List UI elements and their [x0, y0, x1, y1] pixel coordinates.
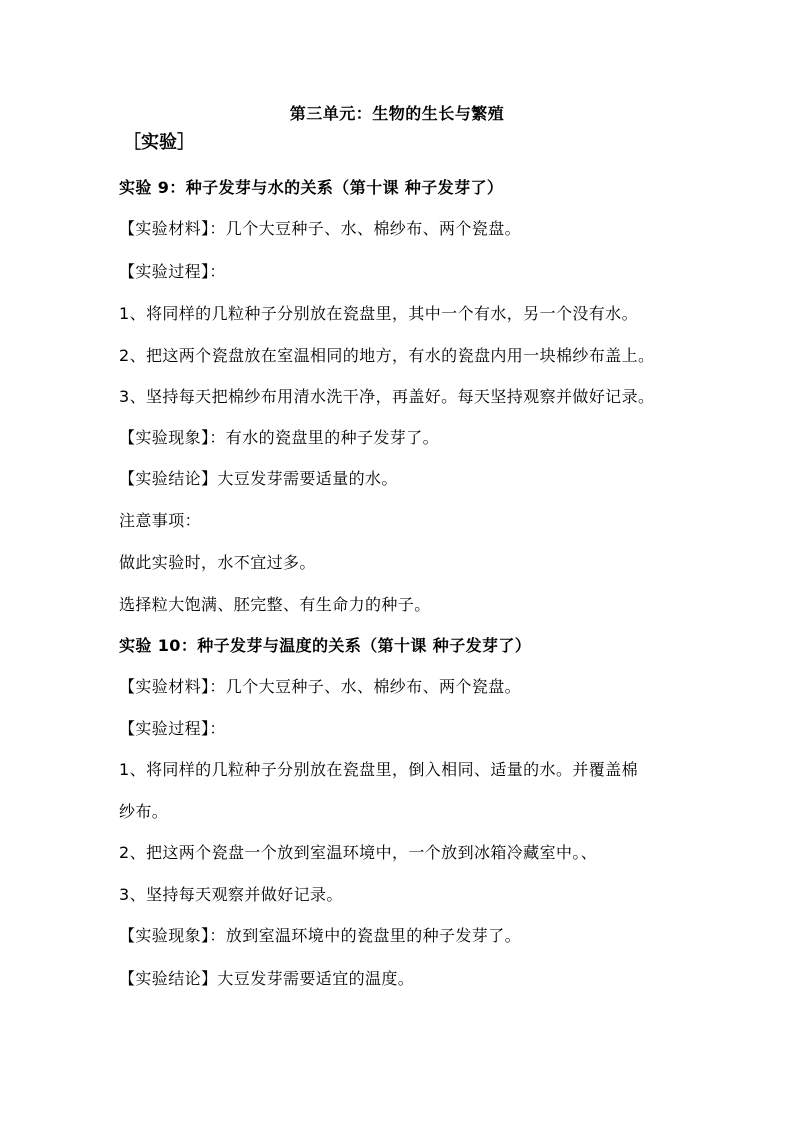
conclusion-line: 【实验结论】大豆发芽需要适量的水。: [119, 469, 398, 488]
process-step: 1、将同样的几粒种子分别放在瓷盘里，其中一个有水，另一个没有水。: [119, 304, 638, 323]
materials-line: 【实验材料】：几个大豆种子、水、棉纱布、两个瓷盘。: [119, 219, 522, 238]
phenomenon-line: 【实验现象】：放到室温环境中的瓷盘里的种子发芽了。: [119, 926, 522, 945]
materials-line: 【实验材料】：几个大豆种子、水、棉纱布、两个瓷盘。: [119, 677, 522, 696]
notes-label: 注意事项：: [119, 511, 202, 530]
experiment-heading: 实验 9：种子发芽与水的关系（第十课 种子发芽了）: [119, 178, 504, 197]
process-label: 【实验过程】：: [119, 262, 226, 281]
process-step: 2、把这两个瓷盘放在室温相同的地方，有水的瓷盘内用一块棉纱布盖上。: [119, 346, 655, 365]
phenomenon-line: 【实验现象】：有水的瓷盘里的种子发芽了。: [119, 428, 440, 447]
process-step: 2、把这两个瓷盘一个放到室温环境中，一个放到冰箱冷藏室中。、: [119, 843, 598, 862]
process-step: 3、坚持每天把棉纱布用清水洗干净，再盖好。每天坚持观察并做好记录。: [119, 387, 655, 406]
section-heading: ［实验］: [123, 132, 195, 153]
process-step: 3、坚持每天观察并做好记录。: [119, 885, 343, 904]
note-item: 选择粒大饱满、胚完整、有生命力的种子。: [119, 595, 431, 614]
conclusion-line: 【实验结论】大豆发芽需要适宜的温度。: [119, 969, 415, 988]
unit-title: 第三单元：生物的生长与繁殖: [289, 104, 505, 123]
process-label: 【实验过程】：: [119, 719, 226, 738]
note-item: 做此实验时，水不宜过多。: [119, 553, 316, 572]
experiment-heading: 实验 10：种子发芽与温度的关系（第十课 种子发芽了）: [119, 636, 532, 655]
process-step-continuation: 纱布。: [119, 802, 169, 821]
process-step: 1、将同样的几粒种子分别放在瓷盘里，倒入相同、适量的水。并覆盖棉: [119, 760, 638, 779]
